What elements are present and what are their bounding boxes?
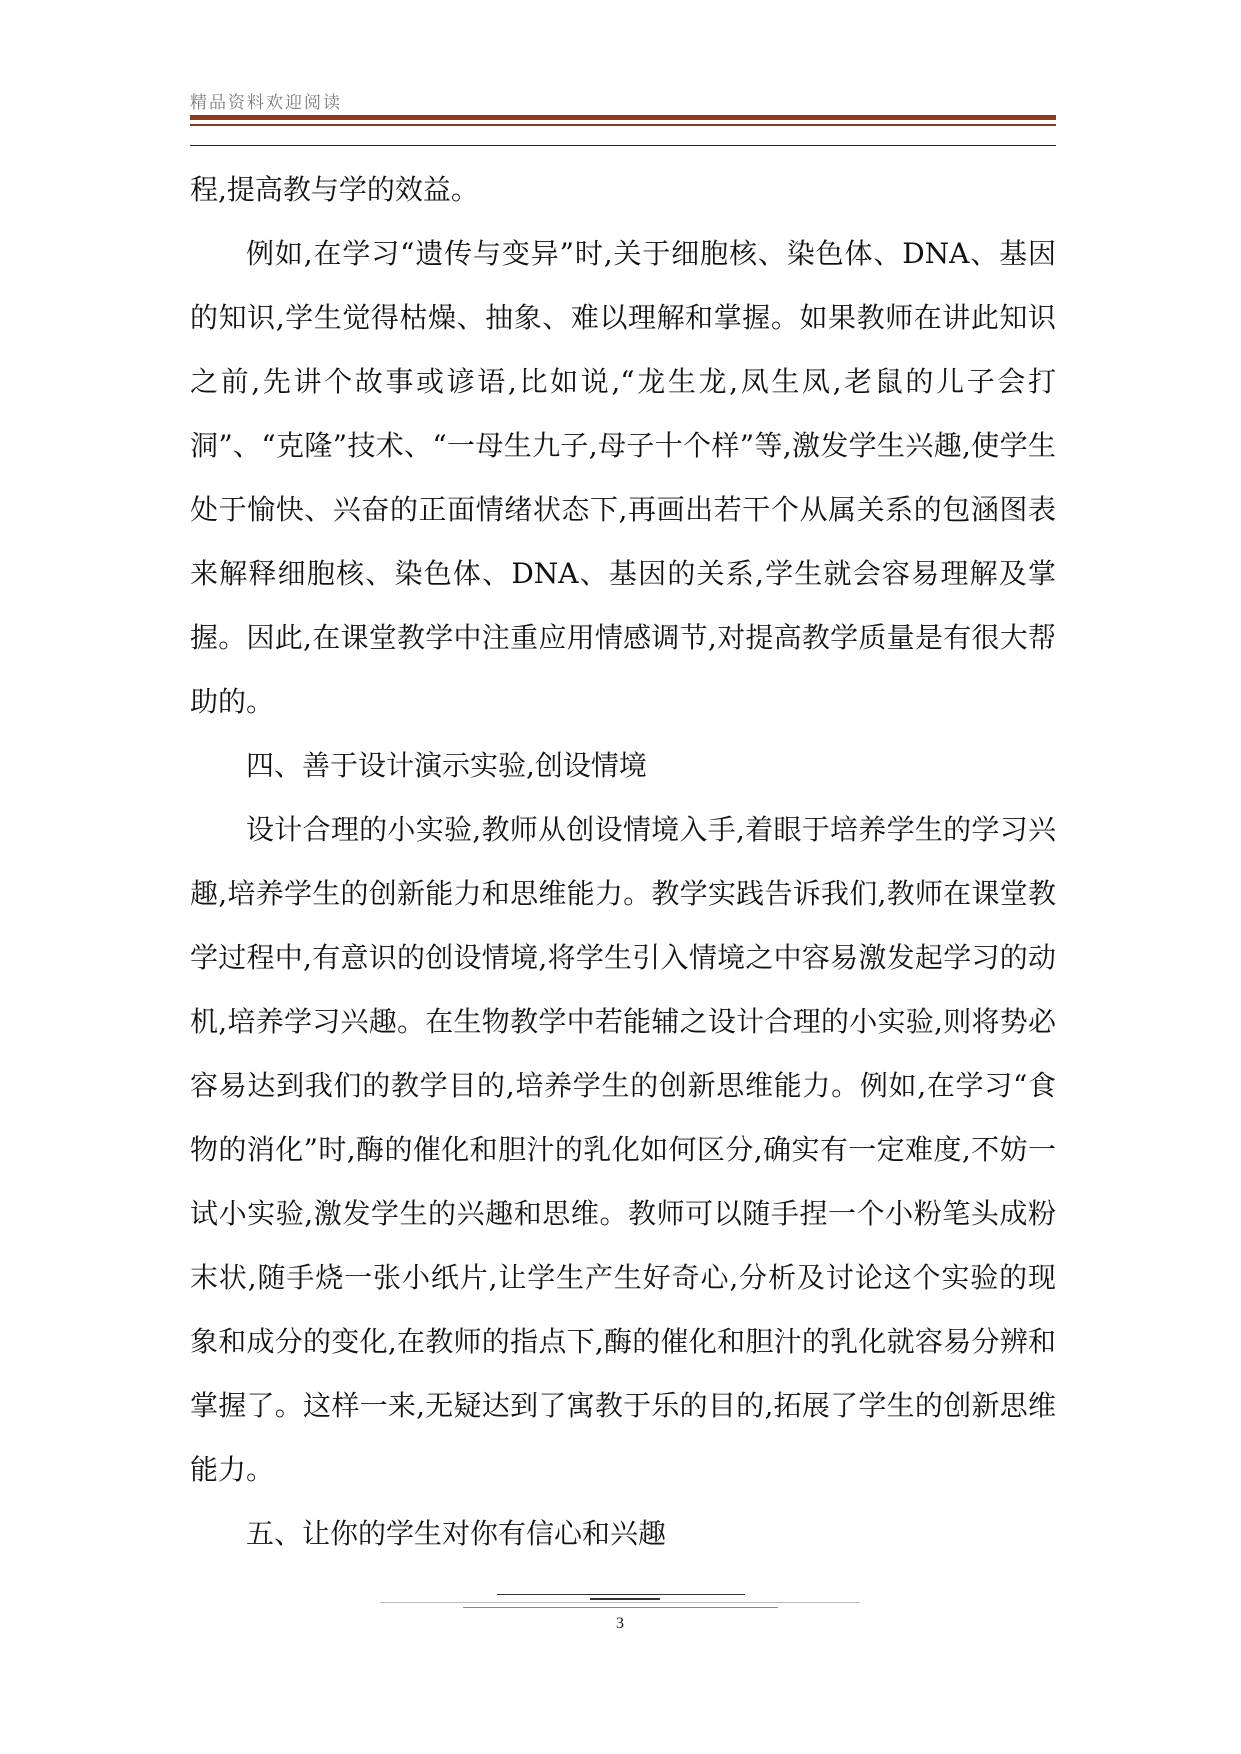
- footer-line: [380, 1602, 860, 1603]
- footer-line: [497, 1594, 745, 1595]
- page-number: 3: [616, 1615, 624, 1632]
- paragraph-2: 例如,在学习“遗传与变异”时,关于细胞核、染色体、DNA、基因的知识,学生觉得枯燥、抽象、难以理解和掌握。如果教师在讲此知识之前,先讲个故事或谚语,比如说,“龙生龙,凤生凤,老鼠的儿子会打洞”、“克隆”技术、“一母生九子,母子十个样”等,激发学生兴趣,使学生处于愉快、兴奋的正面情绪状态下,再画出若干个从属关系的包涵图表来解释细胞核、染色体、DNA、基因的关系,学生就会容易理解及掌握。因此,在课堂教学中注重应用情感调节,对提高教学质量是有很大帮助的。: [190, 237, 1056, 718]
- section-heading-4: 四、善于设计演示实验,创设情境: [246, 749, 647, 782]
- document-body: [190, 158, 1056, 1566]
- header-rule-thick: [190, 115, 1056, 120]
- footer-line: [463, 1607, 778, 1608]
- footer-line: [590, 1598, 660, 1600]
- header-rule-divider: [190, 145, 1056, 146]
- header-rule-thin: [190, 124, 1056, 126]
- paragraph-1: 程,提高教与学的效益。: [190, 173, 479, 206]
- page-header-title: 精品资料欢迎阅读: [190, 93, 342, 113]
- section-heading-5: 五、让你的学生对你有信心和兴趣: [246, 1517, 667, 1550]
- paragraph-3: 设计合理的小实验,教师从创设情境入手,着眼于培养学生的学习兴趣,培养学生的创新能力和思维能力。教学实践告诉我们,教师在课堂教学过程中,有意识的创设情境,将学生引入情境之中容易激发起学习的动机,培养学习兴趣。在生物教学中若能辅之设计合理的小实验,则将势必容易达到我们的教学目的,培养学生的创新思维能力。例如,在学习“食物的消化”时,酶的催化和胆汁的乳化如何区分,确实有一定难度,不妨一试小实验,激发学生的兴趣和思维。教师可以随手捏一个小粉笔头成粉末状,随手烧一张小纸片,让学生产生好奇心,分析及讨论这个实验的现象和成分的变化,在教师的指点下,酶的催化和胆汁的乳化就容易分辨和掌握了。这样一来,无疑达到了寓教于乐的目的,拓展了学生的创新思维能力。: [190, 813, 1056, 1486]
